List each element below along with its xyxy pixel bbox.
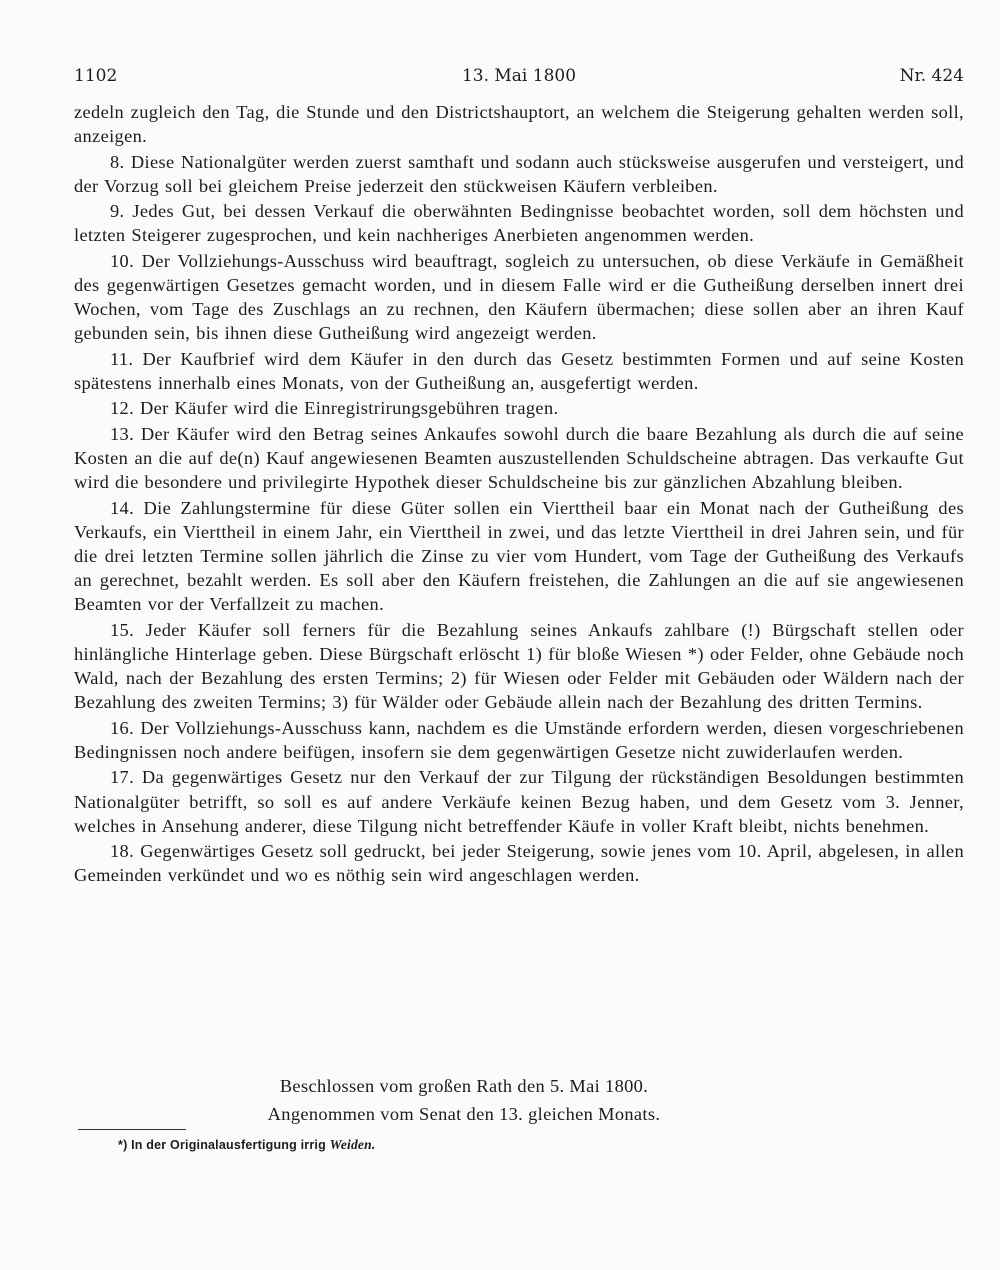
body-text	[74, 100, 964, 889]
paragraph-14: 14. Die Zahlungstermine für diese Güter sollen ein Vierttheil baar ein Monat nach der Gutheißung des Verkaufs, ein Vierttheil in einem Jahr, ein Vierttheil in zwei, und das letzte Vierttheil in drei Jahren sein, und für die drei letzten Termine sollen jährlich die Zinse zu vier vom Hundert, vom Tage der Gutheißung des Verkaufs an gerechnet, bezahlt werden. Es soll aber den Käufern freistehen, die Zahlungen an die auf sie angewiesenen Beamten vor der Verfallzeit zu machen.	[74, 497, 964, 615]
footnote-text: In der Originalausfertigung irrig	[131, 1138, 326, 1152]
footnote-italic-word: Weiden.	[329, 1137, 376, 1152]
closing-senate-line: Angenommen vom Senat den 13. gleichen Monats.	[267, 1104, 661, 1124]
page-header	[74, 66, 964, 94]
footnote-marker: *)	[118, 1138, 128, 1152]
page-number: 1102	[74, 66, 118, 86]
paragraph-10: 10. Der Vollziehungs-Ausschuss wird beauftragt, sogleich zu untersuchen, ob diese Verkäufe in Gemäßheit des gegenwärtigen Gesetzes gemacht worden, und in diesem Falle wird er die Gutheißung derselben innert drei Wochen, vom Tage des Zuschlags an zu rechnen, den Käufern übermachen; diese sollen aber an ihren Kauf gebunden sein, bis ihnen diese Gutheißung wird angezeigt werden.	[74, 250, 964, 344]
paragraph-8: 8. Diese Nationalgüter werden zuerst samthaft und sodann auch stücksweise ausgerufen und versteigert, und der Vorzug soll bei gleichem Preise jederzeit den stückweisen Käufern verbleiben.	[74, 151, 964, 196]
paragraph-15: 15. Jeder Käufer soll ferners für die Bezahlung seines Ankaufs zahlbare (!) Bürgschaft stellen oder hinlängliche Hinterlage geben. Diese Bürgschaft erlöscht 1) für bloße Wiesen *) oder Felder, ohne Gebäude noch Wald, nach der Bezahlung des ersten Termins; 2) für Wiesen oder Felder mit Gebäuden oder Wäldern nach der Bezahlung des zweiten Termins; 3) für Wälder oder Gebäude allein nach der Bezahlung des dritten Termins.	[74, 619, 964, 713]
footnote-separator	[78, 1129, 186, 1130]
paragraph-11: 11. Der Kaufbrief wird dem Käufer in den durch das Gesetz bestimmten Formen und auf seine Kosten spätestens innerhalb eines Monats, von der Gutheißung an, ausgefertigt werden.	[74, 348, 964, 393]
paragraph-9: 9. Jedes Gut, bei dessen Verkauf die oberwähnten Bedingnisse beobachtet worden, soll dem höchsten und letzten Steigerer zugesprochen, und kein nachheriges Anerbieten angenommen werden.	[74, 201, 964, 246]
paragraph-12: 12. Der Käufer wird die Einregistrirungsgebühren tragen.	[110, 398, 559, 419]
document-number: Nr. 424	[899, 66, 964, 86]
header-date: 13. Mai 1800	[461, 66, 577, 86]
paragraph-13: 13. Der Käufer wird den Betrag seines Ankaufes sowohl durch die baare Bezahlung als durch die auf seine Kosten an die auf de(n) Kauf angewiesenen Beamten auszustellenden Schuldscheine abtragen. Das verkaufte Gut wird die besondere und privilegirte Hypothek dieser Schuldscheine bis zur gänzlichen Abzahlung bleiben.	[74, 423, 964, 493]
paragraph-16: 16. Der Vollziehungs-Ausschuss kann, nachdem es die Umstände erfordern werden, diesen vorgeschriebenen Bedingnissen noch andere beifügen, insofern sie dem gegenwärtigen Gesetze nicht zuwiderlaufen werden.	[74, 717, 964, 762]
paragraph-18: 18. Gegenwärtiges Gesetz soll gedruckt, bei jeder Steigerung, sowie jenes vom 10. April, abgelesen, in allen Gemeinden verkündet und wo es nöthig sein wird angeschlagen werden.	[74, 841, 964, 886]
paragraph-continuation: zedeln zugleich den Tag, die Stunde und den Districtshauptort, an welchem die Steigerung gehalten werden soll, anzeigen.	[74, 102, 964, 147]
paragraph-17: 17. Da gegenwärtiges Gesetz nur den Verkauf der zur Tilgung der rückständigen Besoldungen bestimmten Nationalgüter betrifft, so soll es auf andere Verkäufe keinen Bezug haben, und dem Gesetz vom 3. Jenner, welches in Ansehung anderer, diese Tilgung nicht betreffender Käufe in voller Kraft bleibt, nichts benehmen.	[74, 767, 964, 836]
closing-resolution-line: Beschlossen vom großen Rath den 5. Mai 1800.	[279, 1076, 649, 1096]
footnote	[118, 1137, 375, 1153]
